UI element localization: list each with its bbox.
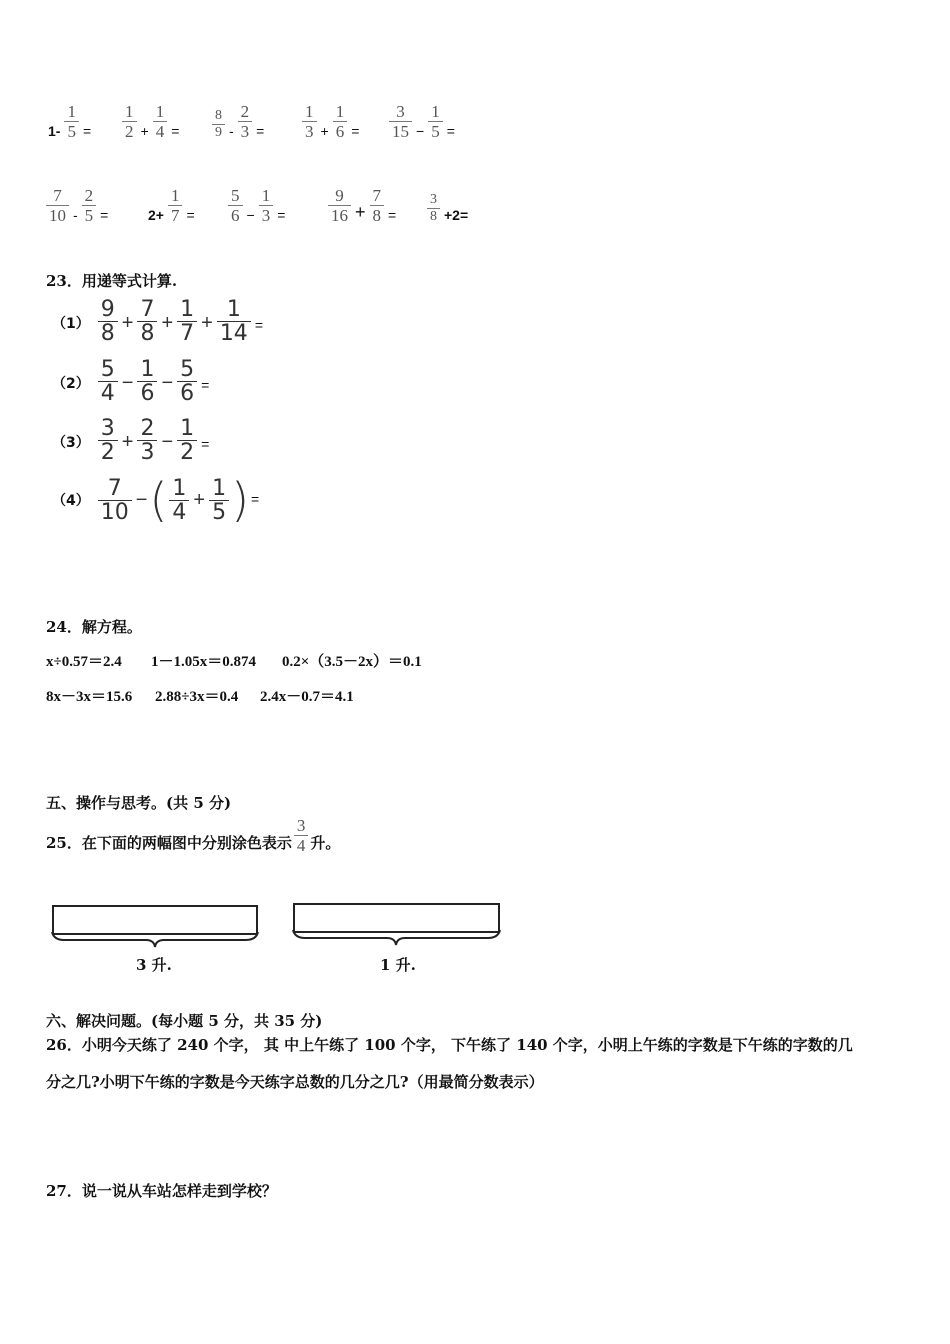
equals: = <box>388 207 397 223</box>
q25-unit: 升。 <box>310 834 341 852</box>
numerator: 9 <box>335 186 344 205</box>
exercise-row1-4 <box>300 102 361 141</box>
equals: = <box>256 123 265 139</box>
q23-item-2 <box>52 358 211 405</box>
equation-1: x÷0.57＝2.4 <box>46 654 122 670</box>
equals: = <box>100 207 109 223</box>
operator: + <box>320 123 329 139</box>
equation-6: 2.4x－0.7＝4.1 <box>260 689 354 705</box>
numerator: 1 <box>155 102 165 121</box>
denominator: 2 <box>177 440 197 464</box>
q24-title: 24．解方程。 <box>46 618 142 636</box>
denominator: 6 <box>177 381 197 405</box>
equals: = <box>171 123 180 139</box>
section-5-title: 五、操作与思考。(共 5 分) <box>46 794 232 812</box>
numerator: 9 <box>100 297 115 322</box>
denominator: 8 <box>137 321 157 345</box>
equals: = <box>201 377 210 393</box>
brace-1 <box>50 930 260 950</box>
equation-5: 2.88÷3x＝0.4 <box>155 689 239 705</box>
bar2-label: 1 升. <box>380 956 416 974</box>
exercise-row2-4 <box>326 186 398 225</box>
operator: + <box>161 312 174 334</box>
q25-text: 25．在下面的两幅图中分别涂色表示 <box>46 834 292 852</box>
exercise-row2-1 <box>44 186 110 225</box>
item-label: （3） <box>52 435 90 451</box>
q23-title: 23．用递等式计算. <box>46 272 178 290</box>
operator: + <box>355 202 366 222</box>
numerator: 2 <box>84 186 94 205</box>
operator: - <box>73 207 78 223</box>
equals: = <box>277 207 286 223</box>
denominator: 3 <box>238 121 253 141</box>
denominator: 8 <box>370 205 385 225</box>
denominator: 8 <box>427 208 440 225</box>
equals: = <box>251 491 260 507</box>
denominator: 9 <box>212 124 225 141</box>
denominator: 3 <box>137 440 157 464</box>
denominator: 2 <box>98 440 118 464</box>
equation-4: 8x－3x＝15.6 <box>46 689 133 705</box>
brace-2 <box>291 928 502 948</box>
denominator: 7 <box>168 205 183 225</box>
exercise-row2-3 <box>226 186 287 225</box>
operator: - <box>229 123 234 139</box>
equals: = <box>351 123 360 139</box>
numerator: 1 <box>305 102 314 121</box>
equation-3: 0.2×（3.5－2x）＝0.1 <box>282 654 422 670</box>
q23-item-1 <box>52 298 265 345</box>
numerator: 3 <box>396 102 405 121</box>
equals: = <box>201 436 210 452</box>
denominator: 7 <box>177 321 197 345</box>
numerator: 2 <box>240 102 250 121</box>
numerator: 1 <box>125 102 134 121</box>
right-paren: ) <box>231 473 250 527</box>
operator: − <box>161 431 174 453</box>
exercise-row1-2 <box>120 102 181 141</box>
q26-line1: 26．小明今天练了 240 个字， 其 中上午练了 100 个字， 下午练了 140 个字，小明上午练的字数是下午练的字数的几 <box>46 1036 853 1054</box>
numerator: 1 <box>140 357 155 382</box>
numerator: 3 <box>430 192 437 207</box>
equals: = <box>82 123 92 139</box>
operator: + <box>121 312 134 334</box>
operator: − <box>135 488 148 511</box>
numerator: 7 <box>140 297 155 322</box>
equals: = <box>446 123 455 139</box>
numerator: 7 <box>107 475 122 501</box>
denominator: 6 <box>333 121 348 141</box>
denominator: 4 <box>169 500 189 524</box>
denominator: 4 <box>153 121 168 141</box>
exercise-row2-2 <box>146 186 197 225</box>
item-label: （2） <box>52 376 90 392</box>
item-label: （1） <box>52 316 90 332</box>
denominator: 3 <box>259 205 274 225</box>
numerator: 1 <box>172 475 187 501</box>
denominator: 4 <box>98 381 118 405</box>
denominator: 6 <box>137 381 157 405</box>
equals: = <box>186 207 195 223</box>
numerator: 3 <box>100 416 115 441</box>
denominator: 5 <box>64 121 79 141</box>
denominator: 2 <box>122 121 137 141</box>
suffix: +2= <box>444 207 469 223</box>
operator: − <box>121 372 134 394</box>
exercise-row1-1 <box>46 102 93 141</box>
numerator: 1 <box>170 186 180 205</box>
numerator: 1 <box>67 102 76 121</box>
numerator: 5 <box>231 186 240 205</box>
numerator: 1 <box>180 416 195 441</box>
q27-text: 27．说一说从车站怎样走到学校？ <box>46 1182 277 1200</box>
numerator: 1 <box>431 102 440 121</box>
denominator: 15 <box>389 121 412 141</box>
left-paren: ( <box>149 473 168 527</box>
numerator: 1 <box>212 475 227 501</box>
exercise-row1-5 <box>387 102 457 141</box>
numerator: 7 <box>372 186 382 205</box>
equation-2: 1－1.05x＝0.874 <box>151 654 257 670</box>
operator: + <box>121 431 134 453</box>
denominator: 16 <box>328 205 351 225</box>
section-6-title: 六、解决问题。(每小题 5 分，共 35 分) <box>46 1012 323 1030</box>
denominator: 14 <box>217 321 251 345</box>
numerator: 1 <box>335 102 345 121</box>
prefix: 1- <box>48 123 61 139</box>
operator: − <box>416 123 425 139</box>
q23-item-3 <box>52 417 211 464</box>
denominator: 4 <box>294 835 309 855</box>
operator: − <box>246 207 255 223</box>
operator: − <box>161 372 174 394</box>
numerator: 8 <box>215 108 222 123</box>
numerator: 5 <box>180 357 195 382</box>
denominator: 5 <box>428 121 443 141</box>
bar1-label: 3 升. <box>136 956 172 974</box>
denominator: 10 <box>98 500 132 524</box>
numerator: 3 <box>296 816 306 835</box>
denominator: 5 <box>209 500 229 524</box>
denominator: 5 <box>82 205 97 225</box>
numerator: 7 <box>53 186 62 205</box>
denominator: 3 <box>302 121 317 141</box>
q23-item-4 <box>52 473 261 527</box>
q25-prompt <box>46 816 340 855</box>
operator: + <box>201 312 213 334</box>
item-label: （4） <box>52 493 90 509</box>
denominator: 6 <box>228 205 243 225</box>
exercise-row1-3 <box>210 102 266 141</box>
denominator: 10 <box>46 205 69 225</box>
numerator: 1 <box>261 186 271 205</box>
numerator: 1 <box>226 297 241 322</box>
operator: + <box>140 123 149 139</box>
exercise-row2-5 <box>425 192 470 225</box>
numerator: 2 <box>140 416 155 441</box>
operator: + <box>193 488 206 511</box>
denominator: 8 <box>98 321 118 345</box>
equals: = <box>254 317 263 333</box>
q26-line2: 分之几?小明下午练的字数是今天练字总数的几分之几?（用最简分数表示） <box>46 1073 544 1091</box>
numerator: 1 <box>180 297 195 322</box>
prefix: 2+ <box>148 207 164 223</box>
numerator: 5 <box>100 357 115 382</box>
